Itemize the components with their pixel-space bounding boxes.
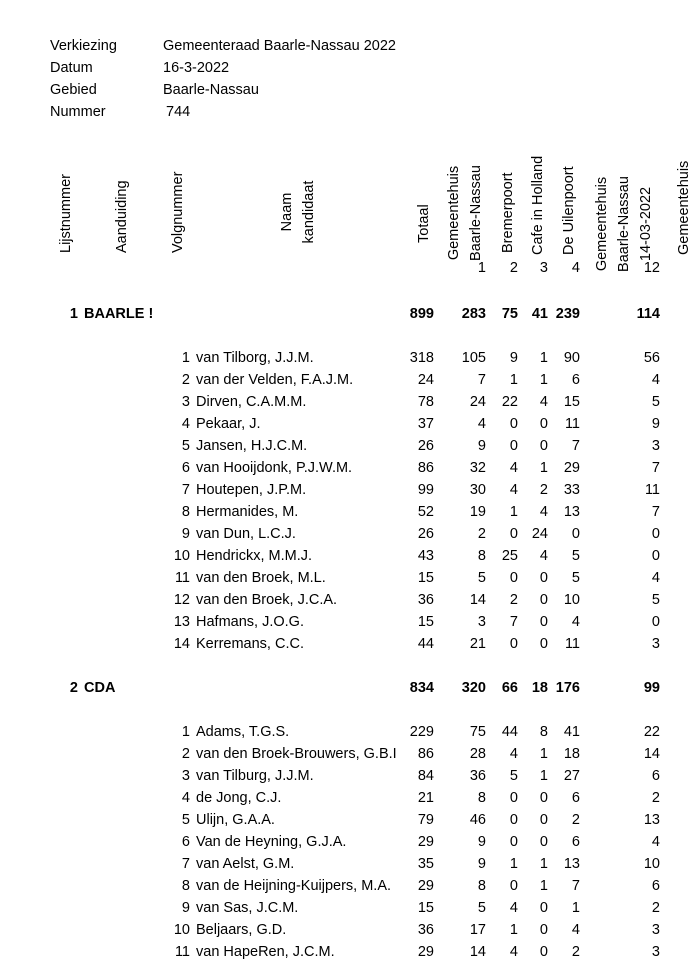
party-votes-bureau-4: 239 bbox=[555, 306, 580, 322]
candidate-votes-bureau-2: 0 bbox=[509, 790, 518, 806]
candidate-name: Beljaars, G.D. bbox=[196, 922, 287, 938]
candidate-votes-bureau-2: 0 bbox=[509, 416, 518, 432]
candidate-votes-bureau-2: 7 bbox=[509, 614, 518, 630]
candidate-row bbox=[0, 545, 680, 567]
candidate-row bbox=[0, 611, 680, 633]
candidate-votes-bureau-3: 8 bbox=[539, 724, 548, 740]
candidate-name: van den Broek, J.C.A. bbox=[196, 592, 338, 608]
candidate-votes-bureau-2: 9 bbox=[509, 350, 518, 366]
candidate-row bbox=[0, 369, 680, 391]
party-votes-bureau-3: 41 bbox=[531, 306, 548, 322]
candidate-votes-bureau-12: 7 bbox=[651, 504, 660, 520]
header-naam-kandidaat bbox=[276, 172, 320, 252]
header-bureau-4: De Uilenpoort bbox=[561, 166, 577, 255]
meta-value: 16-3-2022 bbox=[163, 60, 230, 76]
candidate-votes-bureau-2: 0 bbox=[509, 570, 518, 586]
candidate-votes-bureau-3: 0 bbox=[539, 790, 548, 806]
candidate-votes-bureau-1: 9 bbox=[477, 856, 486, 872]
candidate-name: Dirven, C.A.M.M. bbox=[196, 394, 307, 410]
candidate-votes-bureau-3: 2 bbox=[539, 482, 548, 498]
candidate-seq: 2 bbox=[181, 372, 190, 388]
party-votes-bureau-2: 75 bbox=[501, 306, 518, 322]
candidate-votes-bureau-12: 11 bbox=[644, 482, 660, 498]
candidate-name: Van de Heyning, G.J.A. bbox=[196, 834, 347, 850]
colnum-12: 12 bbox=[643, 260, 660, 276]
candidate-row bbox=[0, 435, 680, 457]
candidate-votes-bureau-3: 24 bbox=[531, 526, 548, 542]
candidate-total: 37 bbox=[417, 416, 434, 432]
candidate-seq: 12 bbox=[173, 592, 190, 608]
candidate-total: 15 bbox=[417, 614, 434, 630]
candidate-votes-bureau-12: 4 bbox=[651, 834, 660, 850]
candidate-total: 21 bbox=[417, 790, 434, 806]
candidate-votes-bureau-12: 9 bbox=[651, 416, 660, 432]
header-naam-line1: Naam bbox=[279, 192, 295, 232]
candidate-name: van Tilborg, J.J.M. bbox=[196, 350, 314, 366]
candidate-seq: 11 bbox=[174, 944, 190, 960]
candidate-total: 36 bbox=[417, 922, 434, 938]
candidate-votes-bureau-12: 3 bbox=[651, 438, 660, 454]
candidate-votes-bureau-2: 44 bbox=[501, 724, 518, 740]
candidate-votes-bureau-1: 36 bbox=[469, 768, 486, 784]
candidate-seq: 9 bbox=[181, 526, 190, 542]
candidate-total: 52 bbox=[417, 504, 434, 520]
candidate-seq: 4 bbox=[181, 790, 190, 806]
candidate-name: van Sas, J.C.M. bbox=[196, 900, 299, 916]
candidate-votes-bureau-1: 8 bbox=[477, 790, 486, 806]
candidate-votes-bureau-12: 2 bbox=[651, 900, 660, 916]
candidate-row bbox=[0, 941, 680, 963]
candidate-row bbox=[0, 347, 680, 369]
candidate-name: van den Broek, M.L. bbox=[196, 570, 326, 586]
candidate-row bbox=[0, 875, 680, 897]
candidate-seq: 6 bbox=[181, 460, 190, 476]
candidate-votes-bureau-4: 6 bbox=[571, 790, 580, 806]
candidate-seq: 9 bbox=[181, 900, 190, 916]
party-name: BAARLE ! bbox=[84, 306, 154, 322]
candidate-total: 86 bbox=[417, 460, 434, 476]
candidate-votes-bureau-1: 9 bbox=[477, 438, 486, 454]
meta-row-verkiezing bbox=[50, 35, 396, 57]
candidate-votes-bureau-1: 28 bbox=[469, 746, 486, 762]
candidate-name: van Aelst, G.M. bbox=[196, 856, 295, 872]
candidate-votes-bureau-3: 1 bbox=[539, 350, 548, 366]
candidate-row bbox=[0, 391, 680, 413]
candidate-name: Houtepen, J.P.M. bbox=[196, 482, 307, 498]
candidate-name: Hafmans, J.O.G. bbox=[196, 614, 304, 630]
candidate-votes-bureau-1: 4 bbox=[477, 416, 486, 432]
candidate-votes-bureau-3: 4 bbox=[539, 504, 548, 520]
candidate-name: Ulijn, G.A.A. bbox=[196, 812, 275, 828]
candidate-name: van HapeRen, J.C.M. bbox=[196, 944, 335, 960]
candidate-votes-bureau-2: 1 bbox=[509, 372, 518, 388]
candidate-name: van de Heijning-Kuijpers, M.A. bbox=[196, 878, 392, 894]
candidate-total: 24 bbox=[417, 372, 434, 388]
header-bureau-12-line2: Baarle-Nassau bbox=[616, 176, 632, 272]
candidate-votes-bureau-4: 0 bbox=[571, 526, 580, 542]
candidate-seq: 1 bbox=[181, 724, 190, 740]
candidate-votes-bureau-4: 41 bbox=[563, 724, 580, 740]
candidate-votes-bureau-2: 5 bbox=[509, 768, 518, 784]
candidate-votes-bureau-3: 0 bbox=[539, 416, 548, 432]
candidate-name: Hermanides, M. bbox=[196, 504, 299, 520]
candidate-row bbox=[0, 523, 680, 545]
colnum-3: 3 bbox=[539, 260, 548, 276]
candidate-row bbox=[0, 743, 680, 765]
candidate-votes-bureau-1: 75 bbox=[469, 724, 486, 740]
candidate-votes-bureau-4: 4 bbox=[571, 614, 580, 630]
candidate-total: 29 bbox=[417, 834, 434, 850]
candidate-name: Hendrickx, M.M.J. bbox=[196, 548, 313, 564]
candidate-row bbox=[0, 919, 680, 941]
candidate-name: Jansen, H.J.C.M. bbox=[196, 438, 308, 454]
candidate-votes-bureau-12: 6 bbox=[651, 768, 660, 784]
meta-row-gebied bbox=[50, 79, 396, 101]
candidate-votes-bureau-3: 0 bbox=[539, 900, 548, 916]
candidate-votes-bureau-12: 22 bbox=[643, 724, 660, 740]
candidate-row bbox=[0, 589, 680, 611]
meta-row-datum bbox=[50, 57, 396, 79]
party-votes-bureau-3: 18 bbox=[531, 680, 548, 696]
header-lijstnummer: Lijstnummer bbox=[58, 174, 74, 253]
candidate-votes-bureau-2: 1 bbox=[509, 504, 518, 520]
candidate-votes-bureau-1: 2 bbox=[477, 526, 486, 542]
candidate-seq: 2 bbox=[181, 746, 190, 762]
candidate-total: 29 bbox=[417, 878, 434, 894]
candidate-votes-bureau-12: 7 bbox=[651, 460, 660, 476]
candidate-votes-bureau-12: 10 bbox=[643, 856, 660, 872]
candidate-votes-bureau-3: 1 bbox=[539, 856, 548, 872]
meta-row-nummer bbox=[50, 101, 396, 123]
candidate-votes-bureau-4: 18 bbox=[563, 746, 580, 762]
party-votes-bureau-12: 99 bbox=[643, 680, 660, 696]
party-votes-bureau-4: 176 bbox=[555, 680, 580, 696]
candidate-votes-bureau-2: 0 bbox=[509, 526, 518, 542]
header-bureau-cut: Gemeentehuis bbox=[676, 160, 692, 255]
candidate-total: 78 bbox=[417, 394, 434, 410]
candidate-name: Adams, T.G.S. bbox=[196, 724, 290, 740]
candidate-votes-bureau-12: 3 bbox=[651, 636, 660, 652]
meta-value: 744 bbox=[166, 104, 191, 120]
candidate-votes-bureau-1: 46 bbox=[469, 812, 486, 828]
header-bureau-12-line1: Gemeentehuis bbox=[594, 176, 610, 272]
candidate-votes-bureau-4: 7 bbox=[571, 438, 580, 454]
header-bureau-3: Cafe in Holland bbox=[530, 155, 546, 255]
candidate-votes-bureau-2: 4 bbox=[509, 482, 518, 498]
candidate-total: 15 bbox=[417, 570, 434, 586]
candidate-votes-bureau-1: 30 bbox=[469, 482, 486, 498]
candidate-row bbox=[0, 413, 680, 435]
meta-value: Gemeenteraad Baarle-Nassau 2022 bbox=[163, 38, 396, 54]
election-meta bbox=[50, 35, 396, 123]
candidate-votes-bureau-2: 0 bbox=[509, 878, 518, 894]
candidate-row bbox=[0, 721, 680, 743]
candidate-total: 318 bbox=[409, 350, 434, 366]
meta-value: Baarle-Nassau bbox=[163, 82, 259, 98]
candidate-seq: 11 bbox=[174, 570, 190, 586]
candidate-votes-bureau-4: 33 bbox=[563, 482, 580, 498]
candidate-votes-bureau-2: 4 bbox=[509, 746, 518, 762]
colnum-1: 1 bbox=[477, 260, 486, 276]
candidate-total: 229 bbox=[409, 724, 434, 740]
candidate-votes-bureau-2: 22 bbox=[501, 394, 518, 410]
candidate-votes-bureau-3: 0 bbox=[539, 438, 548, 454]
candidate-row bbox=[0, 787, 680, 809]
candidate-votes-bureau-3: 1 bbox=[539, 746, 548, 762]
candidate-votes-bureau-4: 13 bbox=[563, 504, 580, 520]
candidate-row bbox=[0, 853, 680, 875]
candidate-votes-bureau-4: 2 bbox=[571, 944, 580, 960]
candidate-votes-bureau-4: 6 bbox=[571, 834, 580, 850]
candidate-votes-bureau-1: 32 bbox=[469, 460, 486, 476]
candidate-total: 43 bbox=[417, 548, 434, 564]
candidate-votes-bureau-12: 13 bbox=[643, 812, 660, 828]
meta-label: Verkiezing bbox=[50, 38, 117, 54]
candidate-row bbox=[0, 567, 680, 589]
candidate-total: 26 bbox=[417, 438, 434, 454]
candidate-votes-bureau-1: 14 bbox=[469, 944, 486, 960]
candidate-votes-bureau-1: 9 bbox=[477, 834, 486, 850]
candidate-row bbox=[0, 479, 680, 501]
candidate-votes-bureau-4: 11 bbox=[564, 636, 580, 652]
candidate-votes-bureau-1: 19 bbox=[469, 504, 486, 520]
candidate-seq: 6 bbox=[181, 834, 190, 850]
colnum-4: 4 bbox=[571, 260, 580, 276]
candidate-total: 35 bbox=[417, 856, 434, 872]
candidate-seq: 4 bbox=[181, 416, 190, 432]
header-bureau-1 bbox=[443, 161, 487, 265]
candidate-votes-bureau-4: 13 bbox=[563, 856, 580, 872]
candidate-seq: 5 bbox=[181, 812, 190, 828]
candidate-votes-bureau-3: 0 bbox=[539, 944, 548, 960]
candidate-votes-bureau-4: 2 bbox=[571, 812, 580, 828]
candidate-row bbox=[0, 457, 680, 479]
candidate-name: van Dun, L.C.J. bbox=[196, 526, 296, 542]
candidate-votes-bureau-4: 11 bbox=[564, 416, 580, 432]
candidate-votes-bureau-2: 0 bbox=[509, 834, 518, 850]
candidate-votes-bureau-12: 0 bbox=[651, 526, 660, 542]
candidate-votes-bureau-12: 4 bbox=[651, 372, 660, 388]
candidate-votes-bureau-1: 3 bbox=[477, 614, 486, 630]
candidate-votes-bureau-12: 3 bbox=[651, 944, 660, 960]
candidate-votes-bureau-12: 56 bbox=[643, 350, 660, 366]
candidate-votes-bureau-3: 0 bbox=[539, 592, 548, 608]
candidate-votes-bureau-12: 5 bbox=[651, 394, 660, 410]
candidate-total: 26 bbox=[417, 526, 434, 542]
candidate-votes-bureau-4: 15 bbox=[563, 394, 580, 410]
header-bureau-2: Bremerpoort bbox=[500, 172, 516, 253]
candidate-votes-bureau-2: 4 bbox=[509, 460, 518, 476]
candidate-votes-bureau-4: 6 bbox=[571, 372, 580, 388]
candidate-votes-bureau-2: 0 bbox=[509, 636, 518, 652]
candidate-votes-bureau-3: 1 bbox=[539, 878, 548, 894]
party-number: 2 bbox=[69, 680, 78, 696]
candidate-votes-bureau-1: 7 bbox=[477, 372, 486, 388]
header-bureau-12-line3: 14-03-2022 bbox=[638, 186, 654, 262]
candidate-votes-bureau-3: 0 bbox=[539, 834, 548, 850]
candidate-total: 86 bbox=[417, 746, 434, 762]
candidate-seq: 13 bbox=[173, 614, 190, 630]
candidate-votes-bureau-4: 5 bbox=[571, 548, 580, 564]
candidate-votes-bureau-3: 0 bbox=[539, 812, 548, 828]
candidate-total: 84 bbox=[417, 768, 434, 784]
candidate-votes-bureau-12: 0 bbox=[651, 548, 660, 564]
candidate-votes-bureau-2: 1 bbox=[509, 922, 518, 938]
candidate-votes-bureau-3: 4 bbox=[539, 548, 548, 564]
candidate-votes-bureau-2: 4 bbox=[509, 944, 518, 960]
meta-label: Gebied bbox=[50, 82, 97, 98]
candidate-votes-bureau-1: 8 bbox=[477, 878, 486, 894]
party-votes-bureau-1: 320 bbox=[461, 680, 486, 696]
candidate-votes-bureau-12: 14 bbox=[643, 746, 660, 762]
meta-label: Datum bbox=[50, 60, 93, 76]
candidate-votes-bureau-12: 2 bbox=[651, 790, 660, 806]
candidate-votes-bureau-2: 25 bbox=[501, 548, 518, 564]
candidate-votes-bureau-1: 5 bbox=[477, 900, 486, 916]
candidate-votes-bureau-2: 0 bbox=[509, 438, 518, 454]
candidate-seq: 1 bbox=[181, 350, 190, 366]
candidate-votes-bureau-12: 3 bbox=[651, 922, 660, 938]
header-bureau-1-line1: Gemeentehuis bbox=[446, 165, 462, 261]
candidate-name: Kerremans, C.C. bbox=[196, 636, 304, 652]
candidate-row bbox=[0, 831, 680, 853]
candidate-votes-bureau-1: 5 bbox=[477, 570, 486, 586]
candidate-votes-bureau-4: 1 bbox=[571, 900, 580, 916]
candidate-votes-bureau-1: 17 bbox=[469, 922, 486, 938]
candidate-row bbox=[0, 633, 680, 655]
candidate-name: de Jong, C.J. bbox=[196, 790, 282, 806]
candidate-seq: 5 bbox=[181, 438, 190, 454]
party-votes-bureau-12: 114 bbox=[636, 306, 660, 322]
candidate-votes-bureau-12: 6 bbox=[651, 878, 660, 894]
candidate-votes-bureau-1: 21 bbox=[469, 636, 486, 652]
candidate-seq: 3 bbox=[181, 394, 190, 410]
candidate-name: van Tilburg, J.J.M. bbox=[196, 768, 314, 784]
party-votes-bureau-2: 66 bbox=[501, 680, 518, 696]
candidate-votes-bureau-3: 0 bbox=[539, 570, 548, 586]
candidate-total: 36 bbox=[417, 592, 434, 608]
candidate-row bbox=[0, 809, 680, 831]
candidate-votes-bureau-3: 1 bbox=[539, 460, 548, 476]
candidate-votes-bureau-3: 0 bbox=[539, 922, 548, 938]
party-total: 899 bbox=[409, 306, 434, 322]
candidate-votes-bureau-12: 5 bbox=[651, 592, 660, 608]
candidate-total: 29 bbox=[417, 944, 434, 960]
header-totaal: Totaal bbox=[416, 204, 432, 243]
party-name: CDA bbox=[84, 680, 116, 696]
candidate-votes-bureau-1: 105 bbox=[461, 350, 486, 366]
candidate-votes-bureau-2: 4 bbox=[509, 900, 518, 916]
candidate-seq: 10 bbox=[173, 548, 190, 564]
party-row bbox=[0, 677, 680, 699]
party-row bbox=[0, 303, 680, 325]
candidate-votes-bureau-4: 10 bbox=[563, 592, 580, 608]
candidate-total: 15 bbox=[417, 900, 434, 916]
candidate-votes-bureau-1: 8 bbox=[477, 548, 486, 564]
candidate-name: Pekaar, J. bbox=[196, 416, 261, 432]
candidate-votes-bureau-3: 1 bbox=[539, 372, 548, 388]
candidate-seq: 10 bbox=[173, 922, 190, 938]
candidate-name: van den Broek-Brouwers, G.B.I bbox=[196, 746, 397, 762]
candidate-total: 99 bbox=[417, 482, 434, 498]
candidate-votes-bureau-4: 29 bbox=[563, 460, 580, 476]
candidate-votes-bureau-4: 90 bbox=[563, 350, 580, 366]
candidate-votes-bureau-2: 1 bbox=[509, 856, 518, 872]
candidate-votes-bureau-2: 2 bbox=[509, 592, 518, 608]
party-number: 1 bbox=[69, 306, 78, 322]
candidate-votes-bureau-3: 0 bbox=[539, 636, 548, 652]
candidate-votes-bureau-2: 0 bbox=[509, 812, 518, 828]
candidate-seq: 3 bbox=[181, 768, 190, 784]
header-aanduiding: Aanduiding bbox=[114, 180, 130, 253]
candidate-seq: 14 bbox=[173, 636, 190, 652]
party-total: 834 bbox=[409, 680, 434, 696]
candidate-seq: 8 bbox=[181, 878, 190, 894]
candidate-row bbox=[0, 501, 680, 523]
header-bureau-1-line2: Baarle-Nassau bbox=[468, 165, 484, 261]
party-votes-bureau-1: 283 bbox=[461, 306, 486, 322]
candidate-seq: 7 bbox=[181, 482, 190, 498]
candidate-votes-bureau-4: 27 bbox=[563, 768, 580, 784]
candidate-seq: 7 bbox=[181, 856, 190, 872]
candidate-votes-bureau-4: 5 bbox=[571, 570, 580, 586]
candidate-votes-bureau-1: 24 bbox=[469, 394, 486, 410]
candidate-votes-bureau-3: 1 bbox=[539, 768, 548, 784]
candidate-name: van der Velden, F.A.J.M. bbox=[196, 372, 354, 388]
candidate-total: 44 bbox=[417, 636, 434, 652]
candidate-total: 79 bbox=[417, 812, 434, 828]
candidate-votes-bureau-3: 4 bbox=[539, 394, 548, 410]
candidate-votes-bureau-12: 0 bbox=[651, 614, 660, 630]
colnum-2: 2 bbox=[509, 260, 518, 276]
candidate-votes-bureau-4: 4 bbox=[571, 922, 580, 938]
candidate-votes-bureau-1: 14 bbox=[469, 592, 486, 608]
header-volgnummer: Volgnummer bbox=[170, 171, 186, 253]
candidate-votes-bureau-12: 4 bbox=[651, 570, 660, 586]
header-naam-line2: kandidaat bbox=[301, 180, 317, 244]
candidate-name: van Hooijdonk, P.J.W.M. bbox=[196, 460, 353, 476]
candidate-row bbox=[0, 897, 680, 919]
candidate-row bbox=[0, 765, 680, 787]
candidate-votes-bureau-3: 0 bbox=[539, 614, 548, 630]
candidate-votes-bureau-4: 7 bbox=[571, 878, 580, 894]
candidate-seq: 8 bbox=[181, 504, 190, 520]
meta-label: Nummer bbox=[50, 104, 106, 120]
